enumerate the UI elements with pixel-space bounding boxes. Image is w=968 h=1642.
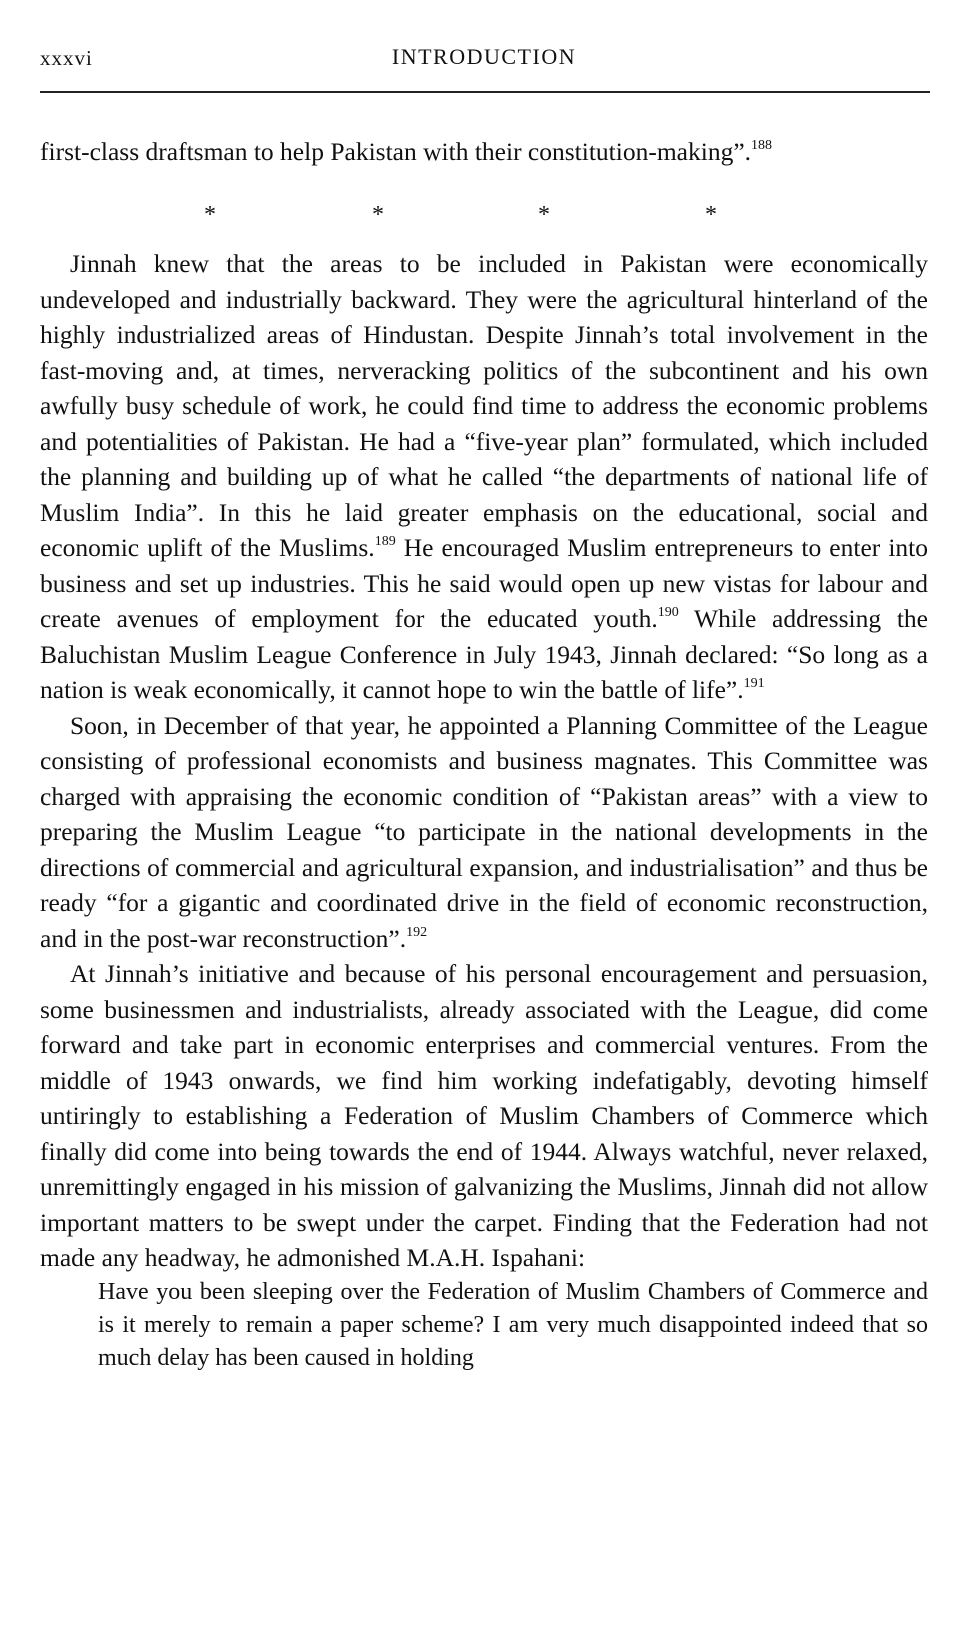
asterisk: * [204, 202, 216, 228]
paragraph-text: While addressing the Baluchistan Muslim League Conference in July 1943, Jinnah declared: “So long as a nation is weak economically, it cannot hope to win the battle of life”. [40, 604, 928, 704]
asterisk: * [705, 202, 717, 228]
body-text [40, 246, 928, 1375]
page-number: xxxvi [40, 46, 93, 70]
paragraph-text: Soon, in December of that year, he appointed a Planning Committee of the League consisting of professional economists and business magnates. This Committee was charged with appraising the economic condition of “Pakistan areas” with a view to preparing the Muslim League “to participate in the national developments in the directions of commercial and agricultural expansion, and industrialisation” and thus be ready “for a gigantic and coordinated drive in the field of economic reconstruction, and in the post-war reconstruction”. [40, 710, 928, 953]
footnote-ref: 192 [406, 924, 428, 940]
block-quotation: Have you been sleeping over the Federation of Muslim Chambers of Commerce and is it merely to remain a paper scheme? I am very much disappointed indeed that so much delay has been caused in holding [98, 1278, 928, 1371]
paragraph [40, 246, 928, 708]
section-break [0, 200, 968, 230]
running-title: INTRODUCTION [391, 44, 577, 69]
footnote-ref: 188 [751, 138, 773, 153]
continuation-line [40, 134, 928, 170]
paragraph [40, 956, 928, 1276]
asterisk: * [372, 202, 384, 228]
footnote-ref: 189 [374, 534, 396, 549]
continuation-text: first-class draftsman to help Pakistan with their constitution-making”. [40, 137, 752, 166]
asterisk: * [538, 202, 550, 228]
footnote-ref: 191 [743, 676, 765, 691]
paragraph-text: Jinnah knew that the areas to be included in Pakistan were economically undeveloped and industrially backward. They were the agricultural hinterland of the highly industrialized areas of Hindustan. Despite Jinnah’s total involvement in the fast-moving and, at times, nerveracking politics of the subcontinent and his own awfully busy schedule of work, he could find time to address the economic problems and potentialities of Pakistan. He had a “five-year plan” formulated, which included the planning and building up of what he called “the departments of national life of Muslim India”. In this he laid greater emphasis on the educational, social and economic uplift of the Muslims. [40, 249, 928, 562]
running-head [40, 40, 928, 80]
footnote-ref: 190 [657, 605, 679, 620]
paragraph [40, 708, 928, 957]
header-rule [40, 91, 930, 93]
paragraph-text: At Jinnah’s initiative and because of his personal encouragement and persuasion, some businessmen and industrialists, already associated with the League, did come forward and take part in economic enterprises and commercial ventures. From the middle of 1943 onwards, we find him working indefatigably, devoting himself untiringly to establishing a Federation of Muslim Chambers of Commerce which finally did come into being towards the end of 1944. Always watchful, never relaxed, unremittingly engaged in his mission of galvanizing the Muslims, Jinnah did not allow important matters to be swept under the carpet. Finding that the Federation had not made any headway, he admonished M.A.H. Ispahani: [40, 959, 928, 1272]
paragraph-text: He encouraged Muslim entrepreneurs to enter into business and set up industries. This he said would open up new vistas for labour and create avenues of employment for the educated youth. [40, 533, 928, 633]
